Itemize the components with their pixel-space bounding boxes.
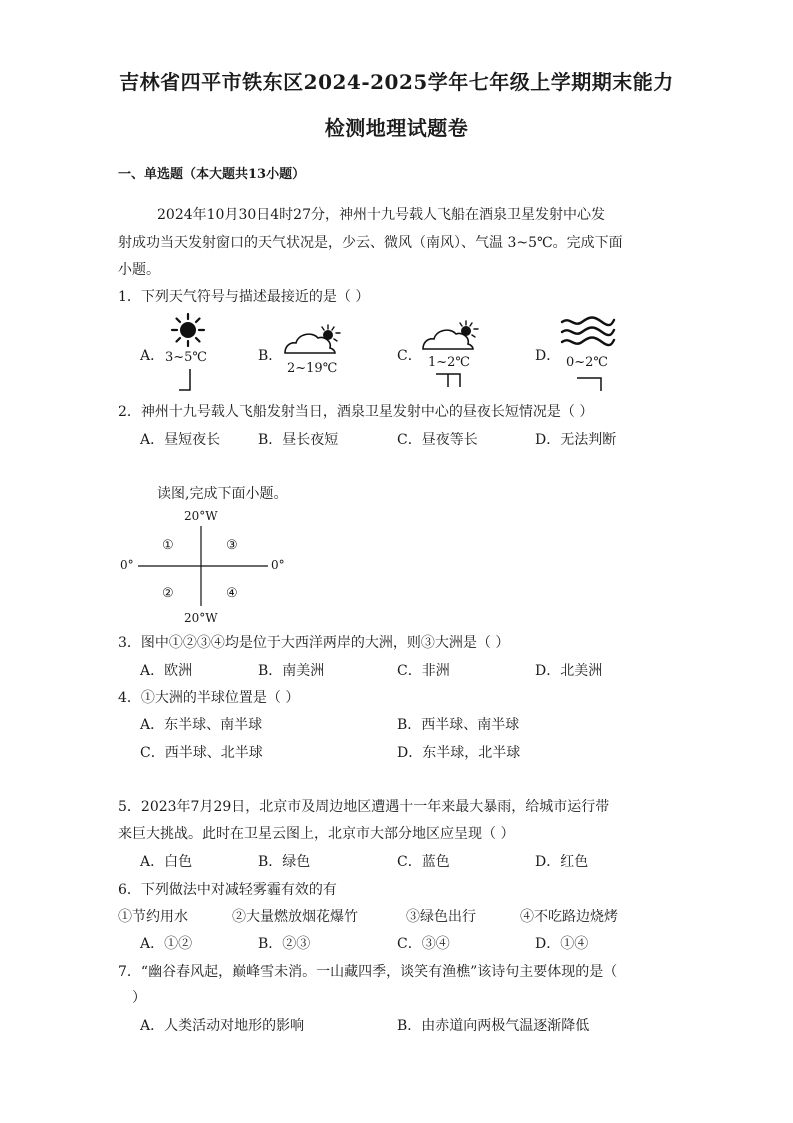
q1-option-a-temp: 3~5℃	[165, 350, 207, 365]
q6-option-b: B．②③	[258, 936, 311, 952]
passage1-line1: 2024年10月30日4时27分，神州十九号载人飞船在酒泉卫星发射中心发	[157, 207, 605, 223]
q4-option-c: C．西半球、北半球	[140, 745, 263, 761]
q1-option-b-letter: B．	[258, 348, 283, 364]
q2-option-a: A．昼短夜长	[140, 432, 221, 448]
map-quadrant-3: ③	[226, 538, 238, 553]
q1-option-d-temp: 0~2℃	[566, 355, 608, 370]
q6-option-c: C．③④	[397, 936, 450, 952]
q7-option-b: B．由赤道向两极气温逐渐降低	[397, 1018, 590, 1034]
map-quadrant-1: ①	[162, 538, 174, 553]
map-label-left: 0°	[120, 558, 134, 572]
q6-stem: 6．下列做法中对减轻雾霾有效的有	[118, 882, 337, 898]
exam-title-line1: 吉林省四平市铁东区2024-2025学年七年级上学期期末能力	[119, 70, 674, 94]
q4-stem: 4．①大洲的半球位置是（ ）	[118, 690, 300, 706]
q5-line2: 来巨大挑战。此时在卫星云图上，北京市大部分地区应呈现（ ）	[118, 826, 515, 842]
q7-option-a: A．人类活动对地形的影响	[140, 1018, 305, 1034]
q4-option-a: A．东半球、南半球	[140, 717, 263, 733]
q1-option-c-temp: 1~2℃	[428, 355, 470, 370]
q2-stem: 2．神州十九号载人飞船发射当日，酒泉卫星发射中心的昼夜长短情况是（ ）	[118, 404, 594, 420]
q3-option-c: C．非洲	[397, 663, 450, 679]
q3-option-d: D．北美洲	[535, 663, 603, 679]
map-label-bottom: 20°W	[184, 611, 218, 625]
q6-item-4: ④不吃路边烧烤	[520, 909, 618, 925]
map-label-right: 0°	[271, 558, 285, 572]
q2-option-d: D．无法判断	[535, 432, 617, 448]
q1-option-a-letter: A．	[140, 348, 165, 364]
q5-option-d: D．红色	[535, 854, 589, 870]
q6-item-2: ②大量燃放烟花爆竹	[232, 909, 358, 925]
map-quadrant-2: ②	[162, 586, 174, 601]
q4-option-d: D．东半球，北半球	[397, 745, 521, 761]
q6-item-3: ③绿色出行	[406, 909, 476, 925]
section-heading: 一、单选题（本大题共13小题）	[118, 167, 306, 182]
passage1-line2: 射成功当天发射窗口的天气状况是，少云、微风（南风）、气温 3~5℃。完成下面	[118, 235, 623, 251]
q6-option-a: A．①②	[140, 936, 193, 952]
map-label-top: 20°W	[184, 509, 218, 523]
map-quadrant-4: ④	[226, 586, 238, 601]
q1-option-c-letter: C．	[397, 348, 422, 364]
q3-option-a: A．欧洲	[140, 663, 193, 679]
exam-title-line2: 检测地理试题卷	[324, 116, 469, 140]
q1-stem: 1．下列天气符号与描述最接近的是（ ）	[118, 289, 370, 305]
q1-option-b-temp: 2~19℃	[287, 361, 338, 376]
q4-option-b: B．西半球、南半球	[397, 717, 520, 733]
q2-option-c: C．昼夜等长	[397, 432, 478, 448]
q5-line1: 5．2023年7月29日，北京市及周边地区遭遇十一年来最大暴雨，给城市运行带	[118, 799, 610, 815]
q7-line2: ）	[132, 990, 146, 1006]
passage2: 读图,完成下面小题。	[157, 486, 288, 502]
q2-option-b: B．昼长夜短	[258, 432, 339, 448]
q7-line1: 7．“幽谷春风起，巅峰雪未消。一山藏四季，谈笑有渔樵”该诗句主要体现的是（	[118, 964, 618, 980]
q5-option-c: C．蓝色	[397, 854, 450, 870]
q3-stem: 3．图中①②③④均是位于大西洋两岸的大洲，则③大洲是（ ）	[118, 635, 510, 651]
q6-item-1: ①节约用水	[118, 909, 188, 925]
q5-option-a: A．白色	[140, 854, 193, 870]
q6-option-d: D．①④	[535, 936, 589, 952]
q5-option-b: B．绿色	[258, 854, 311, 870]
q3-option-b: B．南美洲	[258, 663, 325, 679]
passage1-line3: 小题。	[118, 262, 160, 278]
q1-option-d-letter: D．	[535, 348, 561, 364]
